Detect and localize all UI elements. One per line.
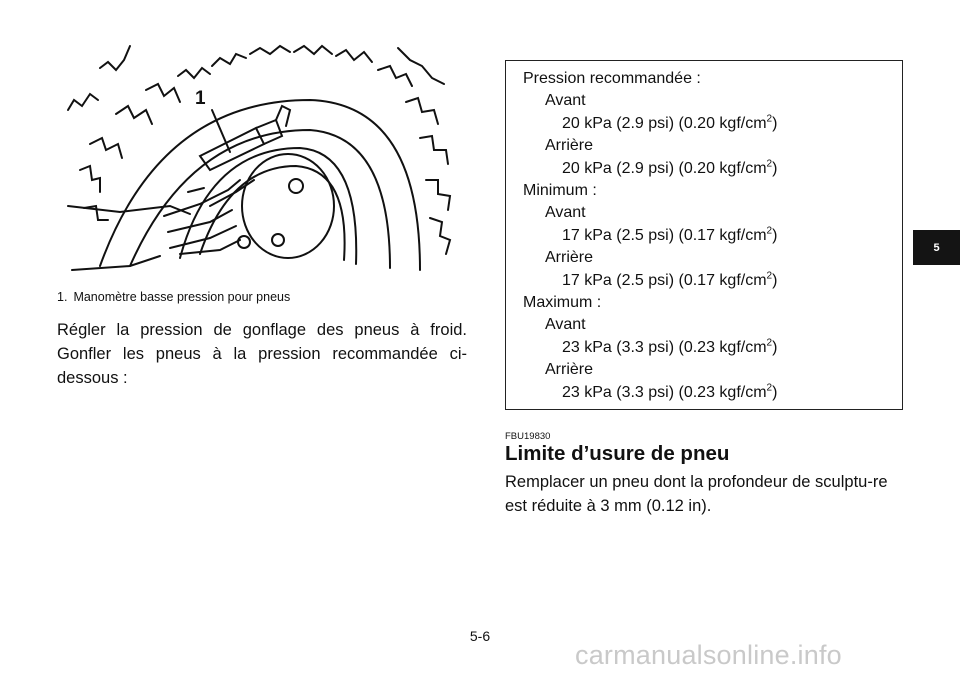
section-body: Remplacer un pneu dont la profondeur de sculptu-re est réduite à 3 mm (0.12 in). [505, 473, 888, 515]
minimum-rear-label: Arrière [545, 249, 594, 267]
figure-caption [57, 290, 290, 304]
chapter-tab: 5 [913, 230, 960, 265]
maximum-heading: Maximum : [523, 294, 602, 312]
recommended-rear-value: 20 kPa (2.9 psi) (0.20 kgf/$cm^2$) [562, 158, 778, 177]
recommended-front-value: 20 kPa (2.9 psi) (0.20 kgf/$cm^2$) [562, 113, 778, 132]
instruction-paragraph: Régler la pression de gonflage des pneus à froid. Gonfler les pneus à la pression recommandée ci-dessous : [57, 321, 467, 387]
watermark: carmanualsonline.info [575, 640, 842, 670]
maximum-rear-value: 23 kPa (3.3 psi) (0.23 kgf/$cm^2$) [562, 382, 778, 401]
page-number: 5-6 [469, 628, 491, 644]
maximum-front-label: Avant [545, 316, 586, 334]
maximum-rear-label: Arrière [545, 361, 594, 379]
minimum-front-value: 17 kPa (2.5 psi) (0.17 kgf/$cm^2$) [562, 225, 778, 244]
caption-number: 1. [57, 290, 68, 304]
recommended-front-label: Avant [545, 92, 586, 110]
section-title: Limite d’usure de pneu [505, 442, 730, 465]
illustration-callout-number: 1 [195, 88, 206, 109]
minimum-rear-value: 17 kPa (2.5 psi) (0.17 kgf/$cm^2$) [562, 270, 778, 289]
recommended-heading: Pression recommandée : [523, 70, 701, 87]
minimum-heading: Minimum : [523, 182, 597, 200]
pressure-spec-box [505, 60, 903, 410]
maximum-front-value: 23 kPa (3.3 psi) (0.23 kgf/$cm^2$) [562, 337, 778, 356]
section-code: FBU19830 [505, 431, 551, 442]
tire-pressure-gauge-illustration-icon [60, 40, 480, 280]
recommended-rear-label: Arrière [545, 137, 594, 155]
caption-text: Manomètre basse pression pour pneus [73, 290, 291, 304]
minimum-front-label: Avant [545, 204, 586, 222]
